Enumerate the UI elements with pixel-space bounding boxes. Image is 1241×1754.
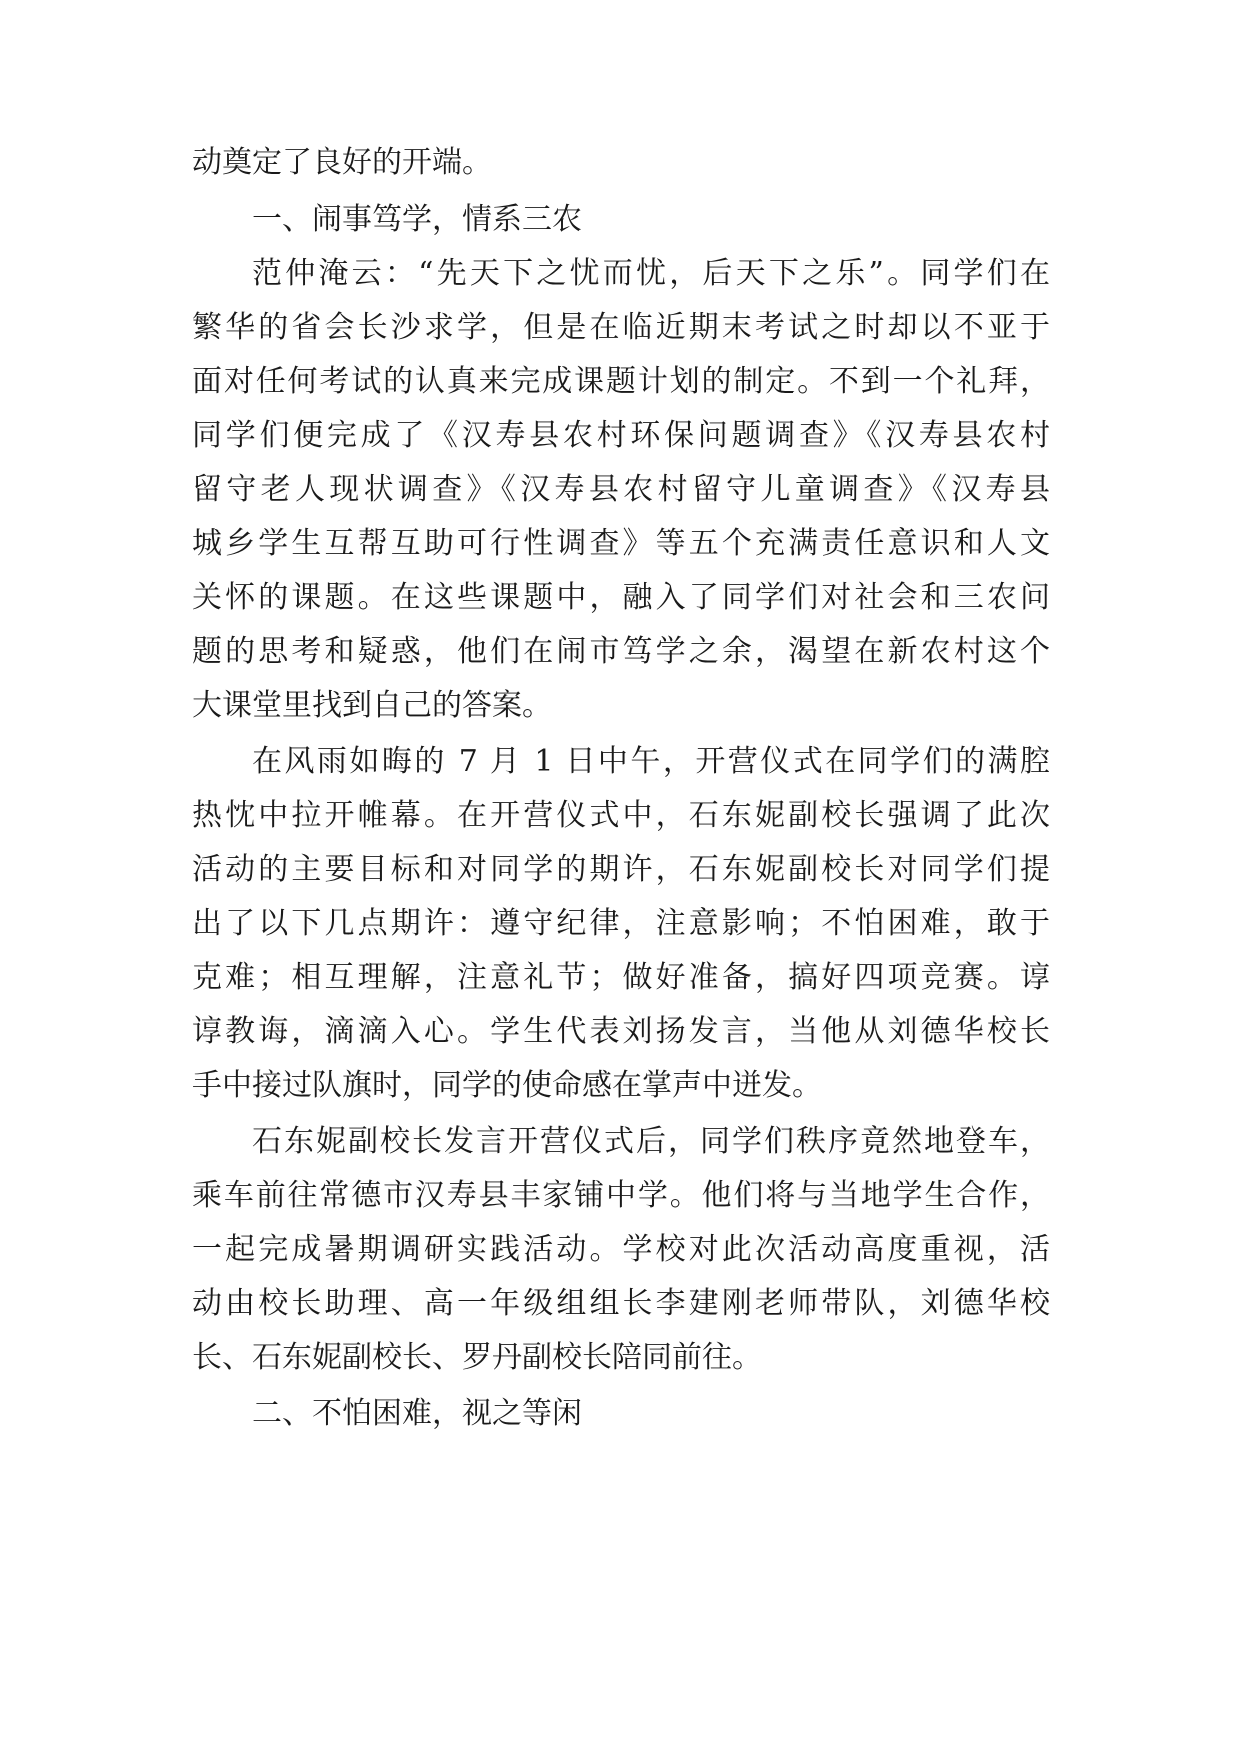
text-line: 繁华的省会长沙求学，但是在临近期末考试之时却以不亚于 [192,310,1050,345]
text-line: 同学们便完成了《汉寿县农村环保问题调查》《汉寿县农村 [192,418,1050,453]
text-line: 关怀的课题。在这些课题中，融入了同学们对社会和三农问 [192,580,1050,615]
text-line: 动由校长助理、高一年级组组长李建刚老师带队，刘德华校 [192,1286,1050,1321]
text-line: 留守老人现状调查》《汉寿县农村留守儿童调查》《汉寿县 [192,472,1050,507]
text-line: 大课堂里找到自己的答案。 [192,688,552,723]
section-heading: 二、不怕困难，视之等闲 [252,1396,582,1431]
text-line: 动奠定了良好的开端。 [192,145,492,180]
text-line: 题的思考和疑惑，他们在闹市笃学之余，渴望在新农村这个 [192,634,1050,669]
text-line: 石东妮副校长发言开营仪式后，同学们秩序竟然地登车， [252,1124,1050,1159]
section-heading: 一、闹事笃学，情系三农 [252,202,582,237]
text-line: 一起完成暑期调研实践活动。学校对此次活动高度重视，活 [192,1232,1050,1267]
text-line: 克难；相互理解，注意礼节；做好准备，搞好四项竞赛。谆 [192,960,1050,995]
text-line: 城乡学生互帮互助可行性调查》等五个充满责任意识和人文 [192,526,1050,561]
text-line: 出了以下几点期许：遵守纪律，注意影响；不怕困难，敢于 [192,906,1050,941]
text-line: 范仲淹云：“先天下之忧而忧，后天下之乐”。同学们在 [252,256,1050,291]
text-line: 活动的主要目标和对同学的期许，石东妮副校长对同学们提 [192,852,1050,887]
text-line: 在风雨如晦的 7 月 1 日中午，开营仪式在同学们的满腔 [252,744,1050,779]
text-line: 长、石东妮副校长、罗丹副校长陪同前往。 [192,1340,762,1375]
text-line: 谆教诲，滴滴入心。学生代表刘扬发言，当他从刘德华校长 [192,1014,1050,1049]
text-line: 乘车前往常德市汉寿县丰家铺中学。他们将与当地学生合作， [192,1178,1050,1213]
text-line: 热忱中拉开帷幕。在开营仪式中，石东妮副校长强调了此次 [192,798,1050,833]
text-line: 手中接过队旗时，同学的使命感在掌声中迸发。 [192,1068,822,1103]
text-line: 面对任何考试的认真来完成课题计划的制定。不到一个礼拜， [192,364,1050,399]
